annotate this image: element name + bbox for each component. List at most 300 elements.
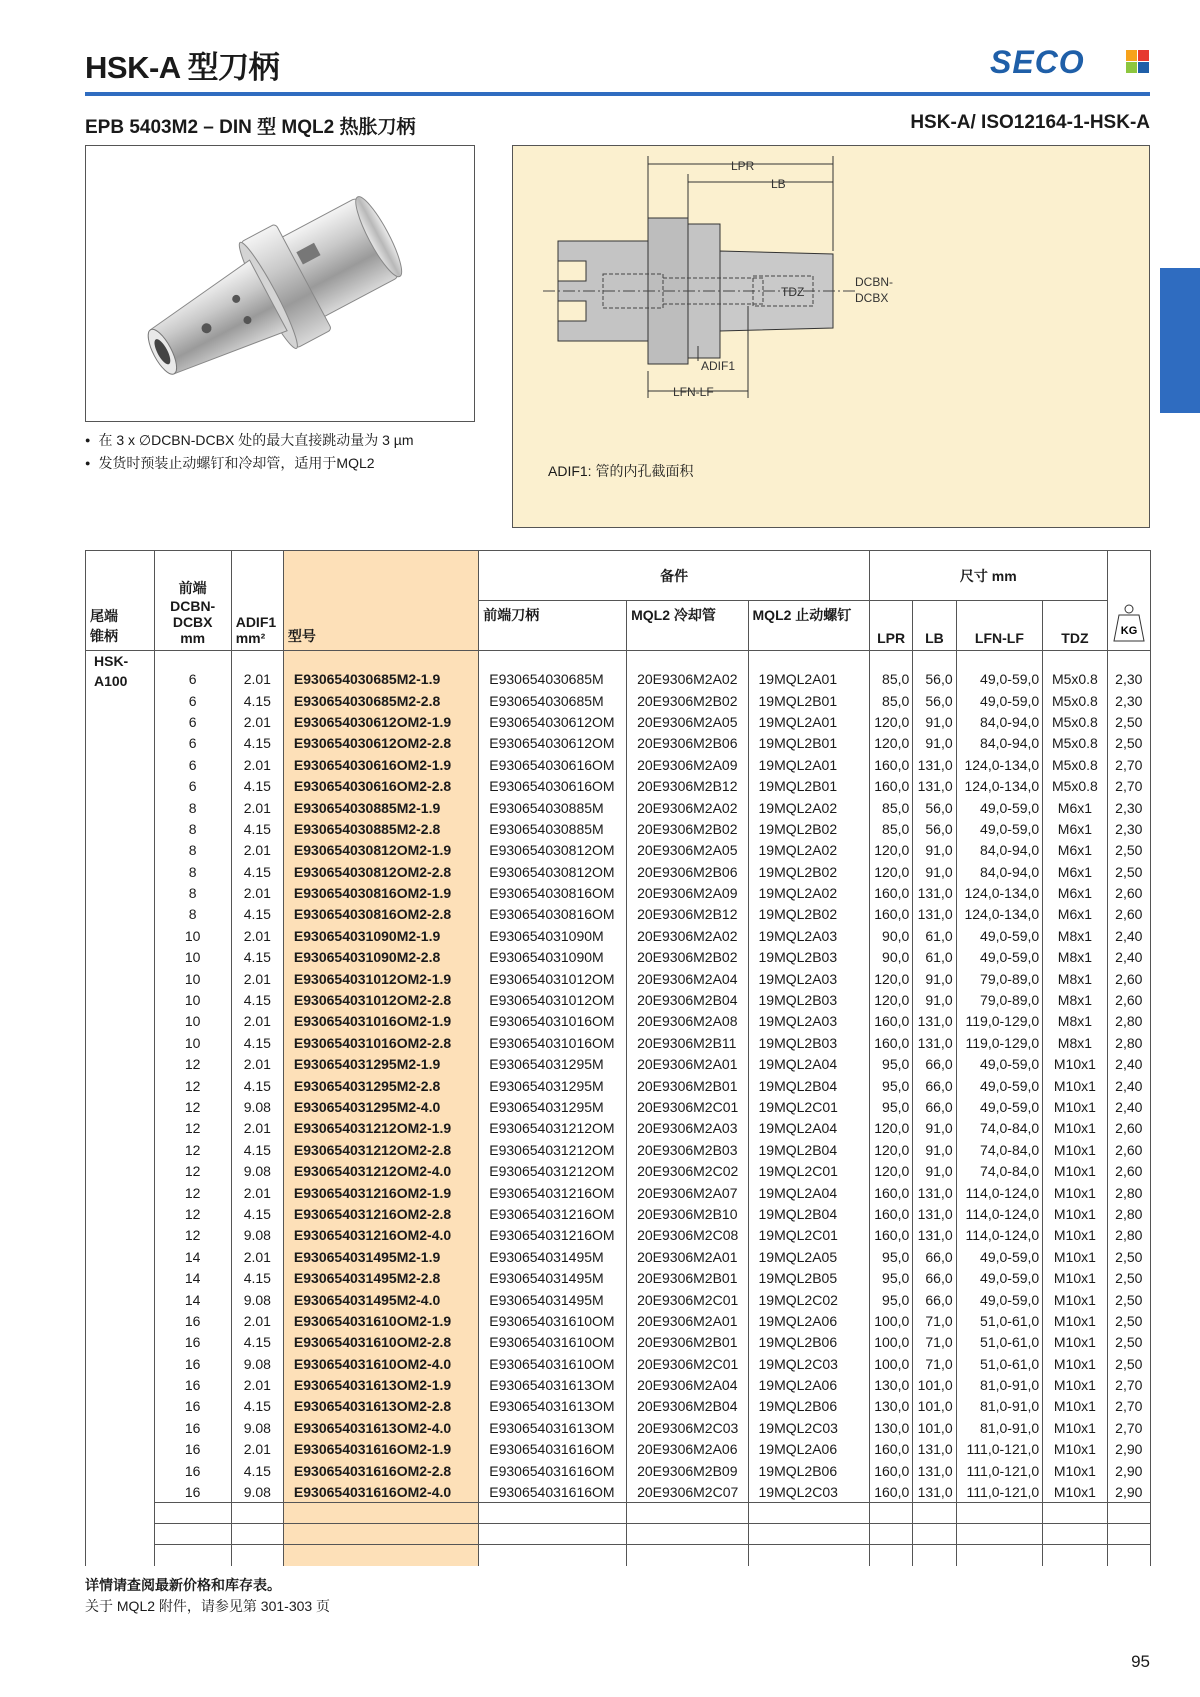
cell-screw: 19MQL2B04: [748, 1139, 869, 1160]
cell-screw: 19MQL2A01: [748, 711, 869, 732]
cell-model: E930654031495M2-4.0: [283, 1289, 478, 1310]
table-row: [86, 1075, 1151, 1096]
empty-cell: [627, 1503, 748, 1524]
weight-icon: [1113, 603, 1145, 643]
cell-model: E930654031012OM2-2.8: [283, 989, 478, 1010]
table-row: [86, 1289, 1151, 1310]
cell-model: E930654030885M2-1.9: [283, 797, 478, 818]
cell-front: E930654031610OM: [479, 1353, 627, 1374]
cell-kg: 2,50: [1107, 1289, 1150, 1310]
cell-tdz: M10x1: [1043, 1118, 1107, 1139]
cell-lb: 66,0: [913, 1246, 956, 1267]
cell-tdz: M10x1: [1043, 1246, 1107, 1267]
col-adif-label: ADIF1: [235, 614, 277, 630]
cell-kg: 2,40: [1107, 1075, 1150, 1096]
table-row: [86, 1439, 1151, 1460]
cell-front: E930654031613OM: [479, 1396, 627, 1417]
cell-screw: 19MQL2A06: [748, 1374, 869, 1395]
cell-front: E930654031090M: [479, 947, 627, 968]
cell-screw: 19MQL2B02: [748, 818, 869, 839]
col-adif: [231, 551, 283, 651]
cell-model: E930654031616OM2-1.9: [283, 1439, 478, 1460]
cell-lpr: 160,0: [869, 1182, 912, 1203]
cell-dcbn: 12: [154, 1182, 231, 1203]
col-shank: [86, 551, 155, 651]
spacer-cell: [956, 651, 1043, 669]
standard-label: HSK-A/ ISO12164-1-HSK-A: [910, 112, 1150, 133]
cell-screw: 19MQL2B02: [748, 861, 869, 882]
cell-lpr: 130,0: [869, 1396, 912, 1417]
cell-dcbn: 8: [154, 861, 231, 882]
cell-lpr: 95,0: [869, 1246, 912, 1267]
cell-lfn: 79,0-89,0: [956, 968, 1043, 989]
cell-lfn: 124,0-134,0: [956, 882, 1043, 903]
cell-lpr: 100,0: [869, 1332, 912, 1353]
cell-lfn: 81,0-91,0: [956, 1417, 1043, 1438]
col-screw: MQL2 止动螺钉: [748, 601, 869, 651]
cell-lpr: 160,0: [869, 1203, 912, 1224]
cell-lb: 56,0: [913, 669, 956, 690]
cell-adif: 4.15: [231, 690, 283, 711]
shank-line-2: A100: [94, 673, 128, 689]
cell-screw: 19MQL2B04: [748, 1075, 869, 1096]
cell-front: E930654030612OM: [479, 711, 627, 732]
lfn-label: LFN-LF: [673, 385, 714, 399]
cell-lpr: 120,0: [869, 1160, 912, 1181]
cell-kg: 2,30: [1107, 690, 1150, 711]
cell-model: E930654031495M2-2.8: [283, 1267, 478, 1288]
cell-tdz: M10x1: [1043, 1460, 1107, 1481]
cell-kg: 2,60: [1107, 989, 1150, 1010]
cell-screw: 19MQL2A06: [748, 1310, 869, 1331]
cell-dcbn: 10: [154, 968, 231, 989]
cell-tdz: M6x1: [1043, 861, 1107, 882]
cell-adif: 4.15: [231, 989, 283, 1010]
cell-screw: 19MQL2A01: [748, 754, 869, 775]
empty-cell: [479, 1503, 627, 1524]
cell-screw: 19MQL2A04: [748, 1054, 869, 1075]
cell-tube: 20E9306M2A01: [627, 1246, 748, 1267]
cell-lb: 56,0: [913, 690, 956, 711]
cell-kg: 2,60: [1107, 1139, 1150, 1160]
cell-dcbn: 10: [154, 989, 231, 1010]
empty-cell: [154, 1545, 231, 1566]
cell-lpr: 95,0: [869, 1054, 912, 1075]
cell-tube: 20E9306M2B01: [627, 1267, 748, 1288]
cell-adif: 9.08: [231, 1225, 283, 1246]
cell-tube: 20E9306M2B01: [627, 1332, 748, 1353]
cell-tube: 20E9306M2B12: [627, 904, 748, 925]
feature-notes: [85, 430, 414, 476]
lpr-label: LPR: [731, 159, 755, 173]
cell-lfn: 124,0-134,0: [956, 775, 1043, 796]
cell-model: E930654031212OM2-2.8: [283, 1139, 478, 1160]
cell-lb: 101,0: [913, 1396, 956, 1417]
cell-screw: 19MQL2C01: [748, 1160, 869, 1181]
cell-lfn: 84,0-94,0: [956, 733, 1043, 754]
cell-lb: 66,0: [913, 1075, 956, 1096]
cell-tdz: M5x0.8: [1043, 754, 1107, 775]
empty-cell: [1107, 1545, 1150, 1566]
cell-lb: 91,0: [913, 989, 956, 1010]
cell-lb: 91,0: [913, 861, 956, 882]
cell-tube: 20E9306M2B10: [627, 1203, 748, 1224]
cell-lb: 66,0: [913, 1289, 956, 1310]
table-row: [86, 1096, 1151, 1117]
table-row: [86, 733, 1151, 754]
cell-front: E930654031216OM: [479, 1182, 627, 1203]
cell-tdz: M10x1: [1043, 1481, 1107, 1502]
cell-kg: 2,70: [1107, 1374, 1150, 1395]
cell-screw: 19MQL2A02: [748, 882, 869, 903]
empty-cell: [283, 1524, 478, 1545]
cell-front: E930654030612OM: [479, 733, 627, 754]
cell-lb: 131,0: [913, 904, 956, 925]
spacer-cell: [1107, 651, 1150, 669]
table-row: [86, 775, 1151, 796]
cell-tube: 20E9306M2A05: [627, 840, 748, 861]
logo-mark-icon: [1126, 50, 1150, 74]
cell-tube: 20E9306M2A04: [627, 968, 748, 989]
cell-adif: 2.01: [231, 840, 283, 861]
col-dcbn: [154, 551, 231, 651]
cell-screw: 19MQL2A03: [748, 925, 869, 946]
cell-lfn: 114,0-124,0: [956, 1225, 1043, 1246]
cell-screw: 19MQL2B02: [748, 904, 869, 925]
cell-screw: 19MQL2B03: [748, 1032, 869, 1053]
cell-lb: 61,0: [913, 925, 956, 946]
cell-lfn: 79,0-89,0: [956, 989, 1043, 1010]
page-title: HSK-A 型刀柄: [85, 50, 280, 85]
title-rule: [85, 92, 1150, 96]
cell-front: E930654030685M: [479, 669, 627, 690]
cell-front: E930654030812OM: [479, 861, 627, 882]
cell-kg: 2,80: [1107, 1225, 1150, 1246]
cell-kg: 2,30: [1107, 669, 1150, 690]
cell-lfn: 111,0-121,0: [956, 1460, 1043, 1481]
cell-adif: 4.15: [231, 733, 283, 754]
cell-lpr: 160,0: [869, 1460, 912, 1481]
empty-cell: [956, 1545, 1043, 1566]
cell-kg: 2,60: [1107, 968, 1150, 989]
cell-lfn: 119,0-129,0: [956, 1011, 1043, 1032]
cell-kg: 2,50: [1107, 840, 1150, 861]
cell-model: E930654031495M2-1.9: [283, 1246, 478, 1267]
cell-adif: 9.08: [231, 1160, 283, 1181]
cell-adif: 2.01: [231, 1054, 283, 1075]
cell-lb: 131,0: [913, 775, 956, 796]
table-row: [86, 1246, 1151, 1267]
cell-tdz: M5x0.8: [1043, 690, 1107, 711]
cell-front: E930654031090M: [479, 925, 627, 946]
table-row: [86, 1011, 1151, 1032]
cell-dcbn: 16: [154, 1481, 231, 1502]
cell-adif: 4.15: [231, 1396, 283, 1417]
cell-tube: 20E9306M2A01: [627, 1054, 748, 1075]
cell-lpr: 90,0: [869, 947, 912, 968]
cell-lfn: 49,0-59,0: [956, 925, 1043, 946]
cell-tube: 20E9306M2C03: [627, 1417, 748, 1438]
empty-cell: [913, 1545, 956, 1566]
cell-tube: 20E9306M2A02: [627, 797, 748, 818]
cell-lb: 66,0: [913, 1096, 956, 1117]
empty-cell: [1107, 1503, 1150, 1524]
cell-tdz: M5x0.8: [1043, 711, 1107, 732]
cell-adif: 4.15: [231, 1075, 283, 1096]
cell-tdz: M6x1: [1043, 797, 1107, 818]
footnote: [85, 1575, 330, 1617]
cell-front: E930654031212OM: [479, 1118, 627, 1139]
cell-model: E930654031610OM2-4.0: [283, 1353, 478, 1374]
cell-dcbn: 6: [154, 711, 231, 732]
cell-lfn: 124,0-134,0: [956, 904, 1043, 925]
empty-cell: [231, 1545, 283, 1566]
cell-kg: 2,60: [1107, 1160, 1150, 1181]
cell-kg: 2,90: [1107, 1481, 1150, 1502]
col-shank-label: 尾端 锥柄: [90, 608, 118, 644]
cell-screw: 19MQL2B06: [748, 1460, 869, 1481]
cell-kg: 2,50: [1107, 1267, 1150, 1288]
cell-model: E930654031212OM2-4.0: [283, 1160, 478, 1181]
cell-tdz: M10x1: [1043, 1096, 1107, 1117]
empty-cell: [956, 1524, 1043, 1545]
cell-dcbn: 12: [154, 1054, 231, 1075]
cell-dcbn: 8: [154, 797, 231, 818]
cell-tdz: M8x1: [1043, 989, 1107, 1010]
cell-lpr: 95,0: [869, 1267, 912, 1288]
cell-screw: 19MQL2C03: [748, 1417, 869, 1438]
cell-tdz: M10x1: [1043, 1417, 1107, 1438]
cell-model: E930654031016OM2-2.8: [283, 1032, 478, 1053]
cell-lfn: 51,0-61,0: [956, 1353, 1043, 1374]
product-subtitle: EPB 5403M2 – DIN 型 MQL2 热胀刀柄: [85, 117, 416, 138]
table-row: [86, 1310, 1151, 1331]
cell-tube: 20E9306M2A09: [627, 754, 748, 775]
cell-lpr: 85,0: [869, 690, 912, 711]
cell-front: E930654031613OM: [479, 1374, 627, 1395]
table-row: [86, 1160, 1151, 1181]
cell-dcbn: 12: [154, 1160, 231, 1181]
col-lb: LB: [913, 601, 956, 651]
cell-dcbn: 10: [154, 1011, 231, 1032]
table-row: [86, 1182, 1151, 1203]
col-tube: MQL2 冷却管: [627, 601, 748, 651]
cell-dcbn: 12: [154, 1096, 231, 1117]
cell-adif: 4.15: [231, 775, 283, 796]
cell-tdz: M6x1: [1043, 840, 1107, 861]
cell-screw: 19MQL2A04: [748, 1118, 869, 1139]
cell-lb: 131,0: [913, 1203, 956, 1224]
cell-lb: 131,0: [913, 1011, 956, 1032]
cell-front: E930654031216OM: [479, 1225, 627, 1246]
cell-lb: 91,0: [913, 968, 956, 989]
cell-lfn: 49,0-59,0: [956, 1267, 1043, 1288]
cell-adif: 4.15: [231, 1203, 283, 1224]
cell-tdz: M10x1: [1043, 1310, 1107, 1331]
cell-lpr: 160,0: [869, 1481, 912, 1502]
cell-model: E930654030685M2-2.8: [283, 690, 478, 711]
cell-dcbn: 16: [154, 1332, 231, 1353]
col-adif-unit: mm²: [235, 630, 266, 646]
cell-front: E930654031495M: [479, 1267, 627, 1288]
cell-lfn: 49,0-59,0: [956, 1054, 1043, 1075]
cell-tdz: M10x1: [1043, 1332, 1107, 1353]
page-number: 95: [1131, 1652, 1150, 1671]
cell-tube: 20E9306M2A04: [627, 1374, 748, 1395]
cell-dcbn: 12: [154, 1139, 231, 1160]
cell-tdz: M10x1: [1043, 1374, 1107, 1395]
cell-front: E930654031616OM: [479, 1439, 627, 1460]
cell-lpr: 85,0: [869, 669, 912, 690]
note-runout: ● 在 3 x ∅DCBN-DCBX 处的最大直接跳动量为 3 µm: [85, 430, 414, 453]
empty-cell: [479, 1524, 627, 1545]
cell-tdz: M10x1: [1043, 1396, 1107, 1417]
cell-model: E930654031613OM2-1.9: [283, 1374, 478, 1395]
cell-dcbn: 12: [154, 1203, 231, 1224]
cell-adif: 2.01: [231, 1182, 283, 1203]
cell-lb: 56,0: [913, 797, 956, 818]
cell-adif: 9.08: [231, 1481, 283, 1502]
cell-lb: 101,0: [913, 1417, 956, 1438]
cell-tube: 20E9306M2B04: [627, 1396, 748, 1417]
cell-dcbn: 16: [154, 1353, 231, 1374]
dimension-drawing: [513, 146, 1149, 446]
cell-dcbn: 12: [154, 1118, 231, 1139]
cell-model: E930654031616OM2-4.0: [283, 1481, 478, 1502]
cell-screw: 19MQL2A04: [748, 1182, 869, 1203]
table-row: [86, 818, 1151, 839]
cell-front: E930654031295M: [479, 1075, 627, 1096]
cell-dcbn: 16: [154, 1396, 231, 1417]
cell-lpr: 160,0: [869, 1225, 912, 1246]
cell-lfn: 111,0-121,0: [956, 1439, 1043, 1460]
cell-tdz: M10x1: [1043, 1160, 1107, 1181]
cell-adif: 4.15: [231, 947, 283, 968]
cell-screw: 19MQL2A01: [748, 669, 869, 690]
cell-tdz: M10x1: [1043, 1054, 1107, 1075]
cell-tdz: M10x1: [1043, 1267, 1107, 1288]
cell-lfn: 114,0-124,0: [956, 1203, 1043, 1224]
cell-tube: 20E9306M2C01: [627, 1353, 748, 1374]
cell-kg: 2,70: [1107, 1417, 1150, 1438]
cell-adif: 2.01: [231, 1011, 283, 1032]
cell-adif: 4.15: [231, 1332, 283, 1353]
cell-dcbn: 8: [154, 904, 231, 925]
table-row: [86, 1203, 1151, 1224]
cell-kg: 2,80: [1107, 1032, 1150, 1053]
empty-row: [86, 1524, 1151, 1545]
table-row: [86, 711, 1151, 732]
empty-cell: [1043, 1545, 1107, 1566]
cell-lpr: 120,0: [869, 733, 912, 754]
cell-front: E930654031295M: [479, 1054, 627, 1075]
cell-front: E930654030616OM: [479, 775, 627, 796]
spacer-cell: [627, 651, 748, 669]
cell-front: E930654031295M: [479, 1096, 627, 1117]
cell-screw: 19MQL2A03: [748, 968, 869, 989]
cell-adif: 2.01: [231, 925, 283, 946]
cell-kg: 2,40: [1107, 947, 1150, 968]
cell-tdz: M8x1: [1043, 1032, 1107, 1053]
cell-adif: 2.01: [231, 882, 283, 903]
cell-kg: 2,90: [1107, 1439, 1150, 1460]
cell-model: E930654031016OM2-1.9: [283, 1011, 478, 1032]
cell-lb: 91,0: [913, 1160, 956, 1181]
cell-front: E930654031495M: [479, 1289, 627, 1310]
cell-screw: 19MQL2B01: [748, 775, 869, 796]
cell-adif: 4.15: [231, 904, 283, 925]
cell-adif: 2.01: [231, 968, 283, 989]
cell-model: E930654031216OM2-2.8: [283, 1203, 478, 1224]
cell-model: E930654031610OM2-1.9: [283, 1310, 478, 1331]
cell-kg: 2,40: [1107, 1054, 1150, 1075]
cell-screw: 19MQL2A05: [748, 1246, 869, 1267]
cell-lb: 131,0: [913, 1481, 956, 1502]
adif1-label: ADIF1: [701, 359, 736, 373]
cell-lpr: 95,0: [869, 1075, 912, 1096]
cell-kg: 2,50: [1107, 711, 1150, 732]
cell-dcbn: 8: [154, 840, 231, 861]
seco-logo: [990, 44, 1150, 78]
cell-lpr: 120,0: [869, 989, 912, 1010]
empty-cell: [154, 1503, 231, 1524]
empty-row: [86, 1503, 1151, 1524]
cell-adif: 4.15: [231, 1460, 283, 1481]
cell-dcbn: 8: [154, 818, 231, 839]
cell-tube: 20E9306M2C08: [627, 1225, 748, 1246]
cell-adif: 2.01: [231, 1374, 283, 1395]
cell-lfn: 49,0-59,0: [956, 818, 1043, 839]
cell-model: E930654031216OM2-4.0: [283, 1225, 478, 1246]
cell-dcbn: 12: [154, 1225, 231, 1246]
dcbx-label: DCBX: [855, 291, 889, 305]
cell-adif: 2.01: [231, 1118, 283, 1139]
cell-kg: 2,50: [1107, 861, 1150, 882]
cell-dcbn: 8: [154, 882, 231, 903]
cell-dcbn: 16: [154, 1417, 231, 1438]
table-row: [86, 754, 1151, 775]
table-row: [86, 1374, 1151, 1395]
empty-cell: [748, 1524, 869, 1545]
empty-cell: [627, 1545, 748, 1566]
cell-lpr: 85,0: [869, 818, 912, 839]
cell-tube: 20E9306M2B03: [627, 1139, 748, 1160]
cell-model: E930654030612OM2-1.9: [283, 711, 478, 732]
cell-front: E930654030816OM: [479, 882, 627, 903]
cell-dcbn: 6: [154, 775, 231, 796]
cell-kg: 2,50: [1107, 1353, 1150, 1374]
empty-cell: [1043, 1503, 1107, 1524]
cell-lpr: 100,0: [869, 1353, 912, 1374]
cell-tdz: M10x1: [1043, 1139, 1107, 1160]
cell-kg: 2,60: [1107, 1118, 1150, 1139]
table-row: [86, 882, 1151, 903]
cell-lpr: 130,0: [869, 1374, 912, 1395]
cell-front: E930654031613OM: [479, 1417, 627, 1438]
spacer-cell: [748, 651, 869, 669]
cell-model: E930654031090M2-2.8: [283, 947, 478, 968]
cell-lpr: 160,0: [869, 904, 912, 925]
cell-tube: 20E9306M2A08: [627, 1011, 748, 1032]
cell-tube: 20E9306M2B06: [627, 861, 748, 882]
note-delivery: ● 发货时预装止动螺钉和冷却管，适用于MQL2: [85, 453, 414, 476]
cell-screw: 19MQL2C03: [748, 1481, 869, 1502]
table-row: [86, 904, 1151, 925]
cell-lfn: 84,0-94,0: [956, 840, 1043, 861]
dcbn-label: DCBN-: [855, 275, 893, 289]
cell-screw: 19MQL2C01: [748, 1225, 869, 1246]
cell-dcbn: 6: [154, 733, 231, 754]
